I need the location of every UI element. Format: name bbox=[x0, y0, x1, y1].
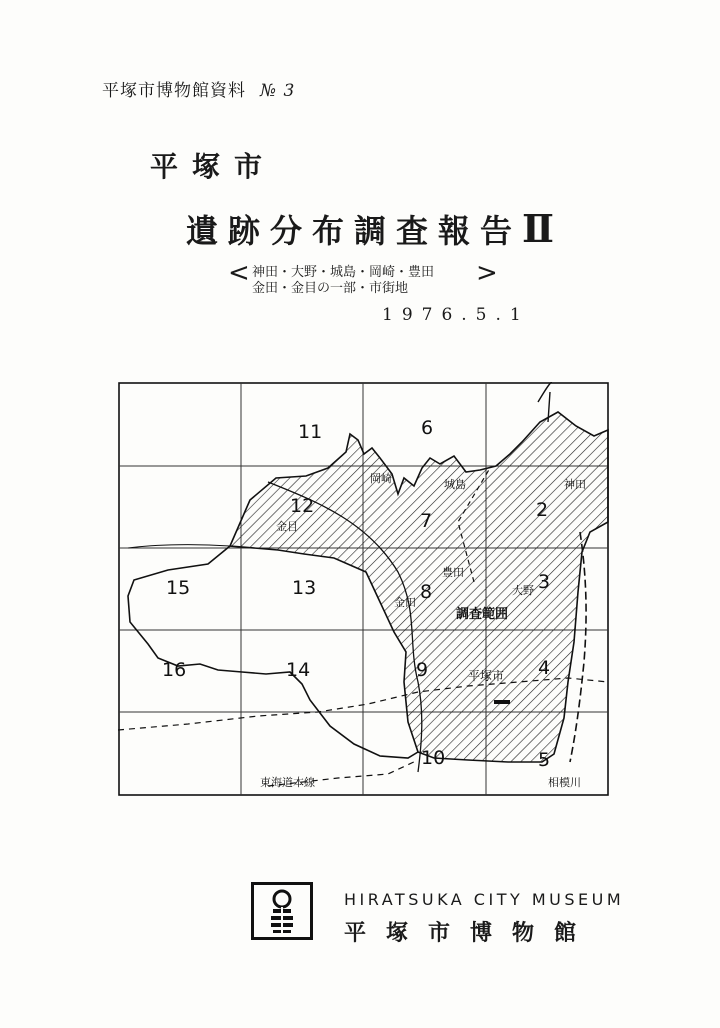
museum-logo bbox=[251, 882, 313, 940]
publication-date: 1976.5.1 bbox=[382, 305, 530, 325]
subtitle-close-bracket: > bbox=[476, 258, 498, 288]
survey-area-label: 調査範囲 bbox=[456, 607, 509, 622]
subtitle-line-1: 神田・大野・城島・岡崎・豊田 bbox=[252, 265, 435, 280]
grid-number: 13 bbox=[292, 577, 317, 599]
series-title bbox=[102, 76, 295, 101]
place-label: 金目 bbox=[276, 520, 298, 533]
subtitle-open-bracket: < bbox=[228, 258, 250, 288]
museum-name-jp: 平塚市博物館 bbox=[344, 920, 597, 946]
place-label: 豊田 bbox=[442, 566, 464, 579]
place-label: 神田 bbox=[564, 478, 586, 491]
grid-number: 7 bbox=[420, 510, 433, 532]
place-label: 平塚市 bbox=[468, 669, 505, 683]
place-label: 大野 bbox=[512, 584, 534, 597]
series-number: № 3 bbox=[260, 81, 296, 101]
grid-number: 14 bbox=[286, 659, 311, 681]
report-title bbox=[186, 206, 554, 252]
grid-number: 15 bbox=[166, 577, 191, 599]
grid-number: 6 bbox=[421, 417, 434, 439]
subtitle-line-2: 金田・金目の一部・市街地 bbox=[252, 281, 409, 296]
grid-number: 4 bbox=[538, 657, 551, 679]
grid-number: 3 bbox=[538, 571, 551, 593]
grid-number: 2 bbox=[536, 499, 549, 521]
place-label: 岡崎 bbox=[370, 472, 392, 485]
grid-number: 16 bbox=[162, 659, 187, 681]
river-label: 相模川 bbox=[548, 776, 581, 789]
city-hall-marker bbox=[494, 700, 510, 704]
city-title: 平塚市 bbox=[150, 150, 277, 183]
survey-area-hatch bbox=[230, 412, 608, 762]
report-title-text: 遺跡分布調査報告 bbox=[186, 212, 523, 250]
railway-label: 東海道本線 bbox=[260, 776, 315, 789]
grid-number: 9 bbox=[416, 659, 429, 681]
grid-number: 10 bbox=[421, 747, 446, 769]
survey-area-map bbox=[118, 382, 610, 798]
grid-number: 12 bbox=[290, 495, 315, 517]
place-label: 城島 bbox=[444, 478, 466, 491]
series-name: 平塚市博物館資料 bbox=[102, 81, 246, 101]
place-label: 金田 bbox=[394, 596, 416, 609]
museum-name-en: HIRATSUKA CITY MUSEUM bbox=[344, 890, 625, 909]
grid-number: 8 bbox=[420, 581, 433, 603]
grid-number: 5 bbox=[538, 749, 551, 771]
volume-number: Ⅱ bbox=[522, 206, 555, 251]
grid-number: 11 bbox=[298, 421, 323, 443]
